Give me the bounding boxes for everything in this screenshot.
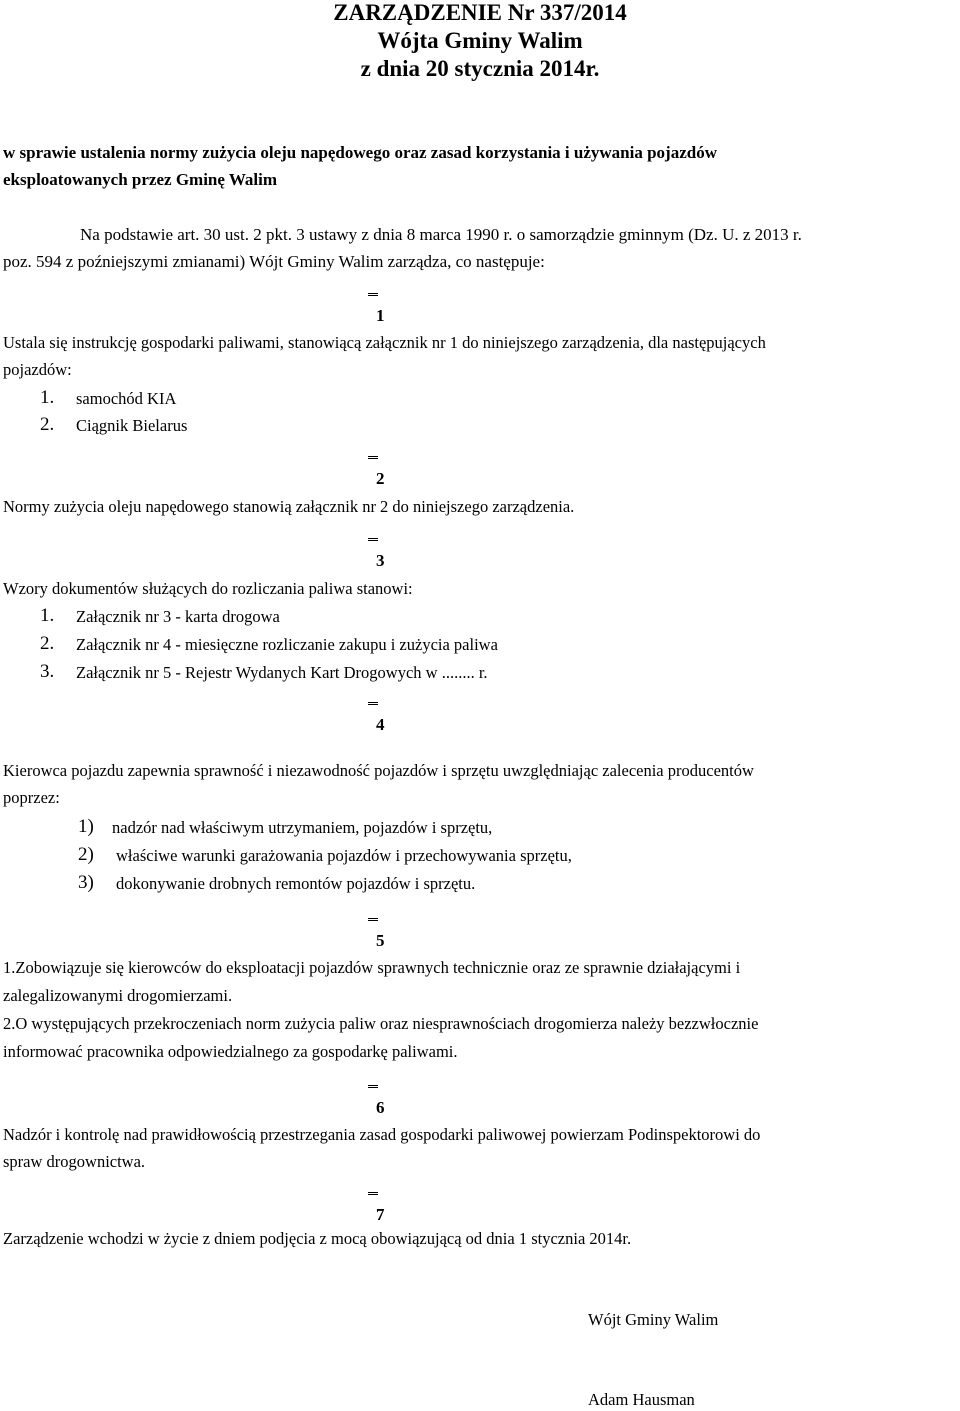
section-4-text-line-1: Kierowca pojazdu zapewnia sprawność i niezawodność pojazdów i sprzętu uwzględniając zalecenia producentów [3, 761, 754, 780]
section-1-text-line-1: Ustala się instrukcję gospodarki paliwami, stanowiącą załącznik nr 1 do niniejszego zarządzenia, dla następujących [3, 333, 766, 352]
list-item: Załącznik nr 5 - Rejestr Wydanych Kart Drogowych w ........ r. [76, 663, 488, 682]
section-1-number: 1 [376, 306, 385, 325]
section-5-number: 5 [376, 931, 385, 950]
section-sign-icon [368, 918, 378, 921]
list-item-number: 1. [40, 605, 55, 626]
list-item: Ciągnik Bielarus [76, 416, 188, 435]
signature-name: Adam Hausman [588, 1390, 695, 1409]
section-3-text: Wzory dokumentów służących do rozliczania paliwa stanowi: [3, 579, 413, 598]
legal-basis-line-1: Na podstawie art. 30 ust. 2 pkt. 3 ustawy z dnia 8 marca 1990 r. o samorządzie gminnym (Dz. U. z 2013 r. [80, 225, 802, 244]
list-item: samochód KIA [76, 389, 177, 408]
document-date: z dnia 20 stycznia 2014r. [360, 56, 600, 81]
list-item-number: 3. [40, 661, 55, 682]
section-3-number: 3 [376, 551, 385, 570]
section-sign-icon [368, 293, 378, 296]
section-2-text: Normy zużycia oleju napędowego stanowią załącznik nr 2 do niniejszego zarządzenia. [3, 497, 575, 516]
list-item-number: 3) [78, 872, 94, 893]
subject-line-1: w sprawie ustalenia normy zużycia oleju napędowego oraz zasad korzystania i używania pojazdów [3, 143, 717, 162]
signature-position: Wójt Gminy Walim [588, 1310, 719, 1329]
list-item-number: 1. [40, 387, 55, 408]
section-2-number: 2 [376, 469, 385, 488]
list-item-number: 1) [78, 816, 94, 837]
section-2-heading [368, 468, 385, 490]
section-4-text-line-2: poprzez: [3, 788, 60, 807]
document-issuer: Wójta Gminy Walim [377, 28, 583, 53]
list-item: nadzór nad właściwym utrzymaniem, pojazdów i sprzętu, [112, 818, 493, 837]
section-5-paragraph-1-line-1: 1.Zobowiązuje się kierowców do eksploatacji pojazdów sprawnych technicznie oraz ze sprawnie działającymi i [3, 958, 741, 977]
section-7-number: 7 [376, 1205, 385, 1224]
list-item-number: 2. [40, 414, 55, 435]
list-item-number: 2. [40, 633, 55, 654]
section-7-text: Zarządzenie wchodzi w życie z dniem podjęcia z mocą obowiązującą od dnia 1 stycznia 2014r. [3, 1229, 632, 1248]
document-title: ZARZĄDZENIE Nr 337/2014 [333, 0, 627, 25]
section-1-text-line-2: pojazdów: [3, 360, 72, 379]
section-sign-icon [368, 1192, 378, 1195]
section-6-number: 6 [376, 1098, 385, 1117]
list-item: dokonywanie drobnych remontów pojazdów i sprzętu. [116, 874, 476, 893]
list-item: Załącznik nr 4 - miesięczne rozliczanie zakupu i zużycia paliwa [76, 635, 498, 654]
section-5-heading [368, 930, 385, 952]
section-5-paragraph-2-line-1: 2.O występujących przekroczeniach norm zużycia paliw oraz niesprawnościach drogomierza należy bezzwłocznie [3, 1014, 759, 1033]
section-4-heading [368, 714, 385, 736]
list-item: właściwe warunki garażowania pojazdów i przechowywania sprzętu, [116, 846, 572, 865]
section-5-paragraph-1-line-2: zalegalizowanymi drogomierzami. [3, 986, 233, 1005]
legal-basis-line-2: poz. 594 z poźniejszymi zmianami) Wójt Gminy Walim zarządza, co następuje: [3, 252, 545, 271]
section-3-heading [368, 550, 385, 572]
list-item-number: 2) [78, 844, 94, 865]
section-sign-icon [368, 456, 378, 459]
section-6-text-line-2: spraw drogownictwa. [3, 1152, 146, 1171]
section-sign-icon [368, 1085, 378, 1088]
section-sign-icon [368, 702, 378, 705]
section-sign-icon [368, 538, 378, 541]
section-4-number: 4 [376, 715, 385, 734]
section-6-heading [368, 1097, 385, 1119]
section-1-heading [368, 305, 385, 327]
list-item: Załącznik nr 3 - karta drogowa [76, 607, 280, 626]
subject-line-2: eksploatowanych przez Gminę Walim [3, 170, 278, 189]
section-6-text-line-1: Nadzór i kontrolę nad prawidłowością przestrzegania zasad gospodarki paliwowej powierzam Podinspektorowi do [3, 1125, 761, 1144]
section-5-paragraph-2-line-2: informować pracownika odpowiedzialnego za gospodarkę paliwami. [3, 1042, 458, 1061]
section-7-heading [368, 1204, 385, 1226]
